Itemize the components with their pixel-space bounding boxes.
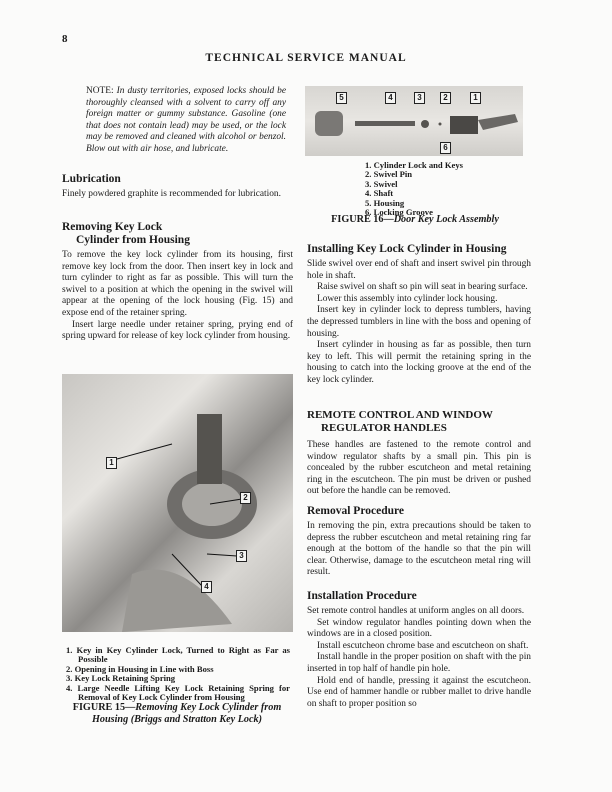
- paragraph: Set remote control handles at uniform angles on all doors.: [307, 606, 525, 616]
- paragraph: Install handle in the proper position on shaft with the pin inserted in top half of handle pin hole.: [307, 652, 531, 674]
- figure-15-caption: [72, 702, 282, 726]
- legend-item: 3. Swivel: [365, 178, 398, 189]
- note-block: [86, 86, 286, 156]
- callout-5: 5: [336, 92, 347, 104]
- paragraph: To remove the key lock cylinder from its housing, first remove key lock from the door. Then insert key in lock and turn cylinder to right as far as possible. This will turn the swivel to a position at which the opening in the swivel will appear at the opening of the lock housing (Fig. 15) and expose end of the retainer spring.: [62, 250, 293, 318]
- callout-1: 1: [470, 92, 481, 104]
- section-heading-line1: REMOTE CONTROL AND WINDOW: [307, 409, 493, 421]
- callout-4: 4: [201, 581, 212, 593]
- paragraph: Raise swivel on shaft so pin will seat in bearing surface.: [317, 282, 528, 293]
- caption-text: Removing Key Lock Cylinder from Housing (Briggs and Stratton Key Lock): [91, 702, 282, 725]
- paragraph: Lower this assembly into cylinder lock housing.: [317, 293, 498, 304]
- figure-15-photo: [62, 374, 293, 632]
- legend-item: 1. Key in Key Cylinder Lock, Turned to Right as Far as Possible: [66, 645, 290, 665]
- paragraph: Insert key in cylinder lock to depress tumblers, having the depressed tumblers in line with the boss and opening of housing.: [307, 305, 531, 339]
- note-text: In dusty territories, exposed locks should be thoroughly cleansed with a solvent to carry off any foreign matter or gummy substance. Gasoline (one that does not contain lead) may be used, or the lock may be removed and cleaned with alcohol or benzol. Blow out with air hose, and lubricate.: [86, 86, 286, 154]
- paragraph: Slide swivel over end of shaft and insert swivel pin through hole in shaft.: [307, 259, 531, 281]
- figure-15-legend: [66, 646, 290, 702]
- paragraph: Install escutcheon chrome base and escutcheon on shaft.: [317, 640, 529, 651]
- legend-item: 2. Swivel Pin: [365, 169, 413, 180]
- section-heading-line2: Cylinder from Housing: [76, 234, 190, 246]
- figure-16-legend: [365, 161, 525, 217]
- callout-2: 2: [440, 92, 451, 104]
- paragraph: Set window regulator handles pointing down when the windows are in a closed position.: [307, 617, 531, 640]
- section-heading: Installing Key Lock Cylinder in Housing: [307, 243, 507, 255]
- figure-16-caption: [310, 214, 520, 226]
- running-header: TECHNICAL SERVICE MANUAL: [205, 52, 407, 64]
- legend-item: 4. Shaft: [365, 188, 394, 199]
- removing-section: [62, 221, 293, 343]
- callout-6: 6: [440, 142, 451, 154]
- section-heading-line2: REGULATOR HANDLES: [321, 422, 447, 434]
- callout-1: 1: [106, 457, 117, 469]
- legend-item: 1. Cylinder Lock and Keys: [365, 160, 463, 170]
- section-heading: Removal Procedure: [307, 505, 404, 517]
- callout-4: 4: [385, 92, 396, 104]
- section-heading-line1: Removing Key Lock: [62, 221, 163, 233]
- figure-16-photo: [305, 86, 523, 156]
- note-label: NOTE:: [86, 86, 114, 96]
- caption-label: FIGURE 16—: [331, 214, 394, 225]
- paragraph: Insert large needle under retainer spring, prying end of spring upward for release of key lock cylinder from housing.: [62, 319, 293, 342]
- paragraph: Finely powdered graphite is recommended for lubrication.: [62, 189, 281, 199]
- caption-text: Door Key Lock Assembly: [393, 214, 499, 225]
- removal-section: [307, 505, 531, 579]
- figure-15-illustration: [62, 374, 293, 632]
- section-heading: Lubrication: [62, 173, 121, 185]
- lubrication-section: [62, 173, 293, 201]
- legend-item: 4. Large Needle Lifting Key Lock Retaining Spring for Removal of Key Lock Cylinder from Housing: [66, 682, 290, 703]
- legend-item: 2. Opening in Housing in Line with Boss: [66, 663, 214, 674]
- installation-section: [307, 590, 531, 710]
- callout-3: 3: [236, 550, 247, 562]
- caption-label: FIGURE 15—: [72, 702, 136, 713]
- legend-item: 6. Locking Groove: [365, 207, 433, 218]
- installing-section: [307, 243, 531, 387]
- paragraph: Hold end of handle, pressing it against the escutcheon. Use end of hammer handle or rubber mallet to drive handle on shaft to proper position so: [307, 675, 531, 709]
- paragraph: In removing the pin, extra precautions should be taken to depress the rubber escutcheon and metal retaining ring far enough at the bottom of the handle so that the pin will clear. Otherwise, damage to the escutcheon metal ring will result.: [307, 521, 531, 578]
- remote-section: [307, 409, 531, 498]
- section-heading: Installation Procedure: [307, 590, 417, 602]
- paragraph: Insert cylinder in housing as far as possible, then turn key to left. This will permit the retaining spring in the housing to catch into the locking groove at the end of the key lock cylinder.: [307, 340, 531, 385]
- callout-3: 3: [414, 92, 425, 104]
- legend-item: 3. Key Lock Retaining Spring: [66, 673, 176, 684]
- page-number: 8: [62, 33, 68, 45]
- callout-2: 2: [240, 492, 251, 504]
- paragraph: These handles are fastened to the remote control and window regulator shafts by a small pin. This pin is concealed by the rubber escutcheon and metal retaining ring in the escutcheon. The pin must be driven or pushed out before the handle can be removed.: [307, 440, 531, 497]
- legend-item: 5. Housing: [365, 197, 405, 208]
